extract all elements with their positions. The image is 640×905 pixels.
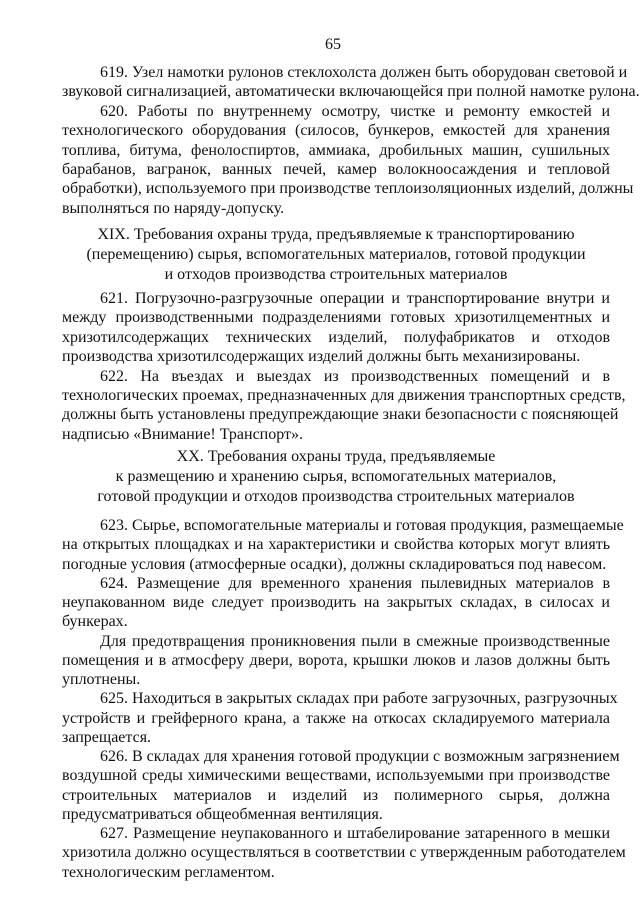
- heading-line: XIX. Требования охраны труда, предъявляемые к транспортированию: [97, 226, 575, 243]
- paragraph: [62, 632, 610, 690]
- paragraph-line: 626. В складах для хранения готовой продукции с возможным загрязнением: [100, 748, 620, 765]
- paragraph-line: погодные условия (атмосферные осадки), должны складироваться под навесом.: [62, 555, 607, 573]
- paragraph-line: надписью «Внимание! Транспорт».: [62, 425, 304, 443]
- paragraph-line: хризотила должно осуществляться в соответствии с утвержденным работодателем: [62, 844, 626, 862]
- paragraph-line: звуковой сигнализацией, автоматически включающейся при полной намотке рулона.: [62, 83, 640, 101]
- text-section: [62, 289, 626, 444]
- heading-line: и отходов производства строительных материалов: [164, 266, 508, 283]
- section-heading: [62, 447, 610, 507]
- paragraph-line: предусматриваться общеобменная вентиляция.: [62, 805, 383, 823]
- page-number: 65: [325, 36, 341, 53]
- paragraph-line: 620. Работы по внутреннему осмотру, чистке и ремонту емкостей и: [100, 102, 610, 120]
- text-section: [62, 63, 640, 218]
- paragraph-line: устройств и грейферного крана, а также на откосах складируемого материала: [62, 709, 610, 727]
- paragraph-line: на открытых площадках и на характеристики и свойства которых могут влиять: [62, 536, 610, 554]
- paragraph-line: 627. Размещение неупакованного и штабелирование затаренного в мешки: [100, 825, 610, 842]
- paragraph-line: воздушной среды химическими веществами, используемыми при производстве: [62, 767, 610, 785]
- heading-line: к размещению и хранению сырья, вспомогательных материалов,: [115, 468, 557, 485]
- paragraph-line: помещения и в атмосферу двери, ворота, крышки люков и лазов должны быть: [62, 651, 610, 669]
- paragraph-line: технологического оборудования (силосов, бункеров, емкостей для хранения: [62, 122, 610, 140]
- paragraph: [62, 747, 620, 824]
- paragraph-line: неупакованном виде следует производить на закрытых складах, в силосах и: [62, 594, 610, 611]
- paragraph-line: топлива, битума, фенолоспиртов, аммиака, дробильных машин, сушильных: [62, 141, 610, 159]
- paragraph-line: бункерах.: [62, 613, 128, 631]
- paragraph-line: между производственными подразделениями готовых хризотилцементных и: [62, 309, 610, 327]
- text-section: [62, 516, 626, 882]
- paragraph: [62, 824, 626, 882]
- paragraph: [62, 367, 626, 445]
- paragraph-line: технологических проемах, предназначенных для движения транспортных средств,: [62, 386, 626, 404]
- paragraph: [62, 574, 610, 632]
- paragraph-line: запрещается.: [62, 728, 152, 746]
- paragraph: [62, 689, 618, 747]
- heading-line: XX. Требования охраны труда, предъявляемые: [176, 448, 496, 465]
- paragraph-line: 623. Сырье, вспомогательные материалы и готовая продукция, размещаемые: [100, 517, 624, 534]
- paragraph-line: технологическим регламентом.: [62, 863, 275, 881]
- paragraph: [62, 63, 640, 102]
- paragraph: [62, 289, 610, 367]
- paragraph-line: 622. На въездах и выездах из производственных помещений и в: [100, 367, 610, 385]
- paragraph-line: хризотилсодержащих технических изделий, полуфабрикатов и отходов: [62, 328, 610, 346]
- heading-line: (перемещению) сырья, вспомогательных материалов, готовой продукции: [86, 246, 586, 263]
- heading-line: готовой продукции и отходов производства строительных материалов: [97, 488, 575, 505]
- paragraph: [62, 516, 624, 574]
- paragraph-line: 625. Находиться в закрытых складах при работе загрузочных, разгрузочных: [100, 690, 618, 708]
- paragraph-line: уплотнены.: [62, 671, 141, 688]
- paragraph-line: строительных материалов и изделий из полимерного сырья, должна: [62, 786, 610, 804]
- paragraph-line: выполняться по наряду-допуску.: [62, 199, 285, 217]
- paragraph: [62, 102, 634, 218]
- paragraph-line: 624. Размещение для временного хранения пылевидных материалов в: [100, 574, 610, 592]
- paragraph-line: обработки), используемого при производстве теплоизоляционных изделий, должны: [62, 180, 634, 198]
- paragraph-line: барабанов, вагранок, ванных печей, камер волокноосаждения и тепловой: [62, 160, 610, 178]
- paragraph-line: 619. Узел намотки рулонов стеклохолста должен быть оборудован световой и: [100, 64, 628, 81]
- paragraph-line: Для предотвращения проникновения пыли в смежные производственные: [100, 632, 610, 650]
- paragraph-line: производства хризотилсодержащих изделий должны быть механизированы.: [62, 348, 581, 366]
- paragraph-line: 621. Погрузочно-разгрузочные операции и транспортирование внутри и: [100, 290, 610, 307]
- paragraph-line: должны быть установлены предупреждающие знаки безопасности с поясняющей: [62, 406, 619, 424]
- section-heading: [62, 225, 610, 285]
